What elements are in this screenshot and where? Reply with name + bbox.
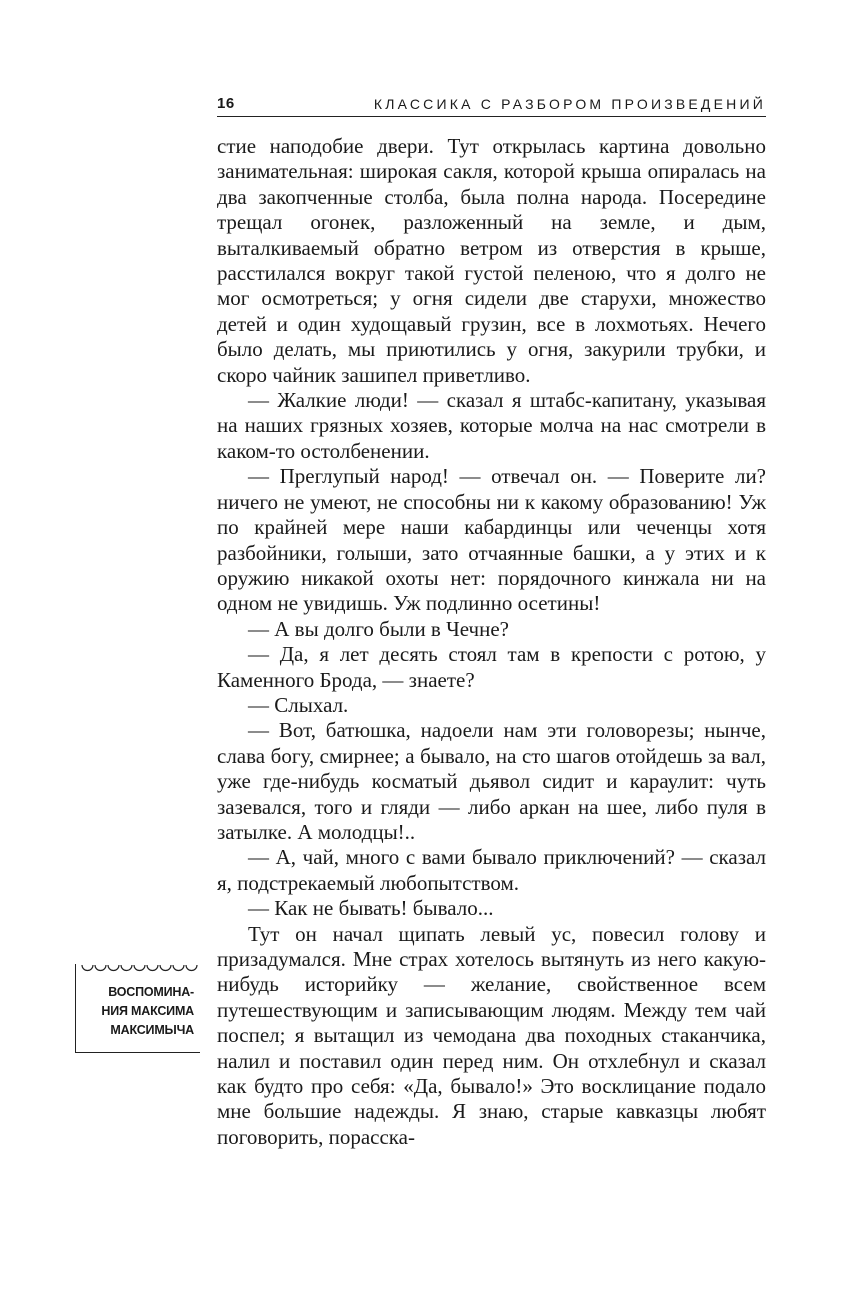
margin-note-line: ВОСПОМИНА- — [108, 985, 194, 999]
running-header — [217, 94, 766, 117]
paragraph: Тут он начал щипать левый ус, повесил голову и призадумался. Мне страх хотелось вытянуть из него какую-нибудь историйку — желание, свойственное всем путешествующим и записывающим людям. Между тем чай поспел; я вытащил из чемодана два походных стаканчика, налил и поставил один перед ним. Он отхлебнул и сказал как будто про себя: «Да, бывало!» Это восклицание подало мне большие надежды. Я знаю, старые кавказцы любят поговорить, порасска- — [217, 921, 766, 1149]
running-head-title: КЛАССИКА С РАЗБОРОМ ПРОИЗВЕДЕНИЙ — [373, 96, 766, 112]
decorative-loops-icon — [80, 962, 200, 974]
margin-note-line: МАКСИМЫЧА — [110, 1023, 194, 1037]
margin-note — [75, 964, 200, 1053]
paragraph: стие наподобие двери. Тут открылась картина довольно занимательная: широкая сакля, которой крыша опиралась на два закопченные столба, была полна народа. Посередине трещал огонек, разложенный на земле, и дым, выталкиваемый обратно ветром из отверстия в крыше, расстилался вокруг такой густой пеленoю, что я долго не мог осмотреться; у огня сидели две старухи, множество детей и один худощавый грузин, все в лохмотьях. Нечего было делать, мы приютились у огня, закурили трубки, и скоро чайник зашипел приветливо. — [217, 134, 766, 387]
paragraph: — Слыхал. — [248, 692, 349, 717]
margin-note-line: НИЯ МАКСИМА — [101, 1004, 194, 1018]
body-text — [217, 134, 766, 1150]
paragraph: — Вот, батюшка, надоели нам эти головорезы; нынче, слава богу, смирнее; а бывало, на сто шагов отойдешь за вал, уже где-нибудь косматый дьявол сидит и караулит: чуть зазевался, того и гляди — либо аркан на шее, либо пуля в затылке. А молодцы!.. — [217, 718, 766, 844]
paragraph: — А вы долго были в Чечне? — [248, 616, 509, 641]
paragraph: — А, чай, много с вами бывало приключений? — сказал я, подстрекаемый любопытством. — [217, 845, 766, 895]
page-number: 16 — [217, 95, 235, 112]
paragraph: — Как не бывать! бывало... — [248, 896, 494, 921]
paragraph: — Жалкие люди! — сказал я штабс-капитану, указывая на наших грязных хозяев, которые молча на нас смотрели в каком-то остолбенении. — [217, 388, 766, 463]
paragraph: — Преглупый народ! — отвечал он. — Поверите ли? ничего не умеют, не способны ни к какому образованию! Уж по крайней мере наши кабардинцы или чеченцы хотя разбойники, голыши, зато отчаянные башки, а у этих и к оружию никакой охоты нет: порядочного кинжала ни на одном не увидишь. Уж подлинно осетины! — [217, 464, 766, 616]
paragraph: — Да, я лет десять стоял там в крепости с ротою, у Каменного Брода, — знаете? — [217, 642, 766, 692]
margin-note-title — [76, 983, 194, 1040]
